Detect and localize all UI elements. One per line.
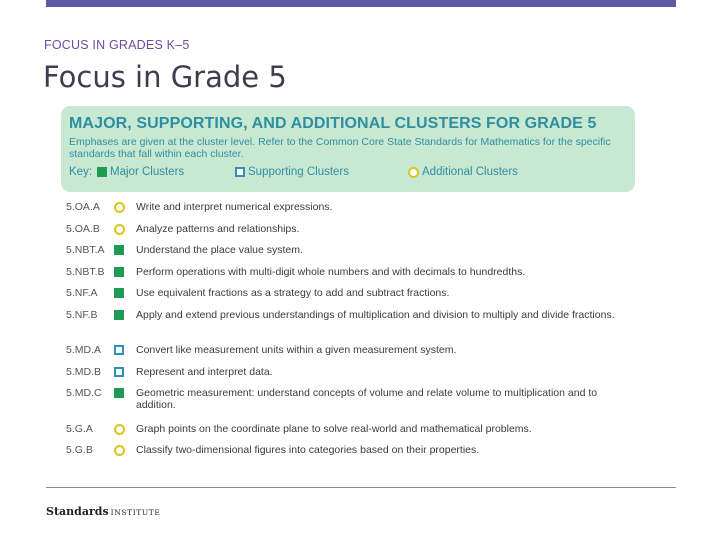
section-eyebrow: FOCUS IN GRADES K–5 xyxy=(44,38,190,52)
major-cluster-icon xyxy=(114,267,124,277)
major-cluster-icon xyxy=(114,245,124,255)
supporting-cluster-icon xyxy=(235,167,245,177)
cluster-row xyxy=(66,309,626,321)
cluster-description: Geometric measurement: understand concepts of volume and relate volume to multiplication and to addition. xyxy=(136,387,598,411)
cluster-description: Understand the place value system. xyxy=(136,244,303,256)
cluster-code: 5.NF.B xyxy=(66,308,98,321)
key-legend xyxy=(69,166,626,178)
page-title: Focus in Grade 5 xyxy=(43,60,287,94)
cluster-marker xyxy=(114,201,136,213)
top-accent-bar xyxy=(46,0,676,7)
legend-major-label: Major Clusters xyxy=(110,166,185,178)
footer-divider xyxy=(46,487,676,488)
cluster-code: 5.NBT.B xyxy=(66,265,105,278)
cluster-marker xyxy=(114,344,136,355)
major-cluster-icon xyxy=(114,388,124,398)
cluster-row xyxy=(66,266,626,278)
cluster-row xyxy=(66,387,626,411)
legend-additional xyxy=(408,166,518,178)
cluster-code: 5.MD.B xyxy=(66,365,102,378)
major-cluster-icon xyxy=(114,310,124,320)
cluster-marker xyxy=(114,309,136,320)
cluster-description: Write and interpret numerical expressions. xyxy=(136,201,333,213)
additional-cluster-icon xyxy=(114,445,125,456)
cluster-code: 5.MD.C xyxy=(66,387,102,399)
cluster-marker xyxy=(114,266,136,277)
cluster-row xyxy=(66,344,626,356)
cluster-description: Represent and interpret data. xyxy=(136,365,273,378)
legend-supporting xyxy=(235,166,408,178)
cluster-code: 5.G.A xyxy=(66,422,93,435)
cluster-key-panel xyxy=(61,106,635,192)
supporting-cluster-icon xyxy=(114,345,124,355)
cluster-marker xyxy=(114,387,136,398)
logo-main: Standards xyxy=(46,505,109,518)
cluster-row xyxy=(66,244,626,256)
cluster-row xyxy=(66,201,626,213)
legend-major xyxy=(97,166,235,178)
supporting-cluster-icon xyxy=(114,367,124,377)
cluster-marker xyxy=(114,244,136,255)
logo-sub: INSTITUTE xyxy=(110,508,161,517)
legend-additional-label: Additional Clusters xyxy=(422,166,518,178)
key-heading: MAJOR, SUPPORTING, AND ADDITIONAL CLUSTERS FOR GRADE 5 xyxy=(69,115,597,132)
standards-institute-logo xyxy=(46,505,161,518)
cluster-row xyxy=(66,223,626,235)
additional-cluster-icon xyxy=(408,167,419,178)
legend-supporting-label: Supporting Clusters xyxy=(248,166,350,178)
cluster-description: Use equivalent fractions as a strategy to add and subtract fractions. xyxy=(136,287,450,299)
cluster-description: Analyze patterns and relationships. xyxy=(136,222,300,235)
major-cluster-icon xyxy=(114,288,124,298)
additional-cluster-icon xyxy=(114,424,125,435)
major-cluster-icon xyxy=(97,167,107,177)
cluster-marker xyxy=(114,223,136,235)
cluster-description: Convert like measurement units within a given measurement system. xyxy=(136,344,457,356)
cluster-code: 5.MD.A xyxy=(66,344,102,356)
cluster-code: 5.OA.A xyxy=(66,201,100,213)
cluster-row xyxy=(66,366,626,378)
cluster-row xyxy=(66,423,626,435)
cluster-code: 5.OA.B xyxy=(66,222,100,235)
cluster-description: Graph points on the coordinate plane to solve real-world and mathematical problems. xyxy=(136,422,532,435)
cluster-code: 5.G.B xyxy=(66,444,93,456)
cluster-code: 5.NBT.A xyxy=(66,244,105,256)
key-label: Key: xyxy=(69,166,93,178)
additional-cluster-icon xyxy=(114,224,125,235)
additional-cluster-icon xyxy=(114,202,125,213)
cluster-marker xyxy=(114,287,136,298)
cluster-description: Classify two-dimensional figures into categories based on their properties. xyxy=(136,444,480,456)
key-description: Emphases are given at the cluster level. Refer to the Common Core State Standards for Mathematics for the specific standards that fall within each cluster. xyxy=(69,136,611,160)
cluster-marker xyxy=(114,366,136,377)
cluster-row xyxy=(66,287,626,299)
cluster-row xyxy=(66,444,626,456)
cluster-description: Perform operations with multi-digit whole numbers and with decimals to hundredths. xyxy=(136,265,526,278)
cluster-marker xyxy=(114,423,136,435)
cluster-description: Apply and extend previous understandings of multiplication and division to multiply and divide fractions. xyxy=(136,308,615,321)
cluster-code: 5.NF.A xyxy=(66,287,98,299)
cluster-marker xyxy=(114,444,136,456)
